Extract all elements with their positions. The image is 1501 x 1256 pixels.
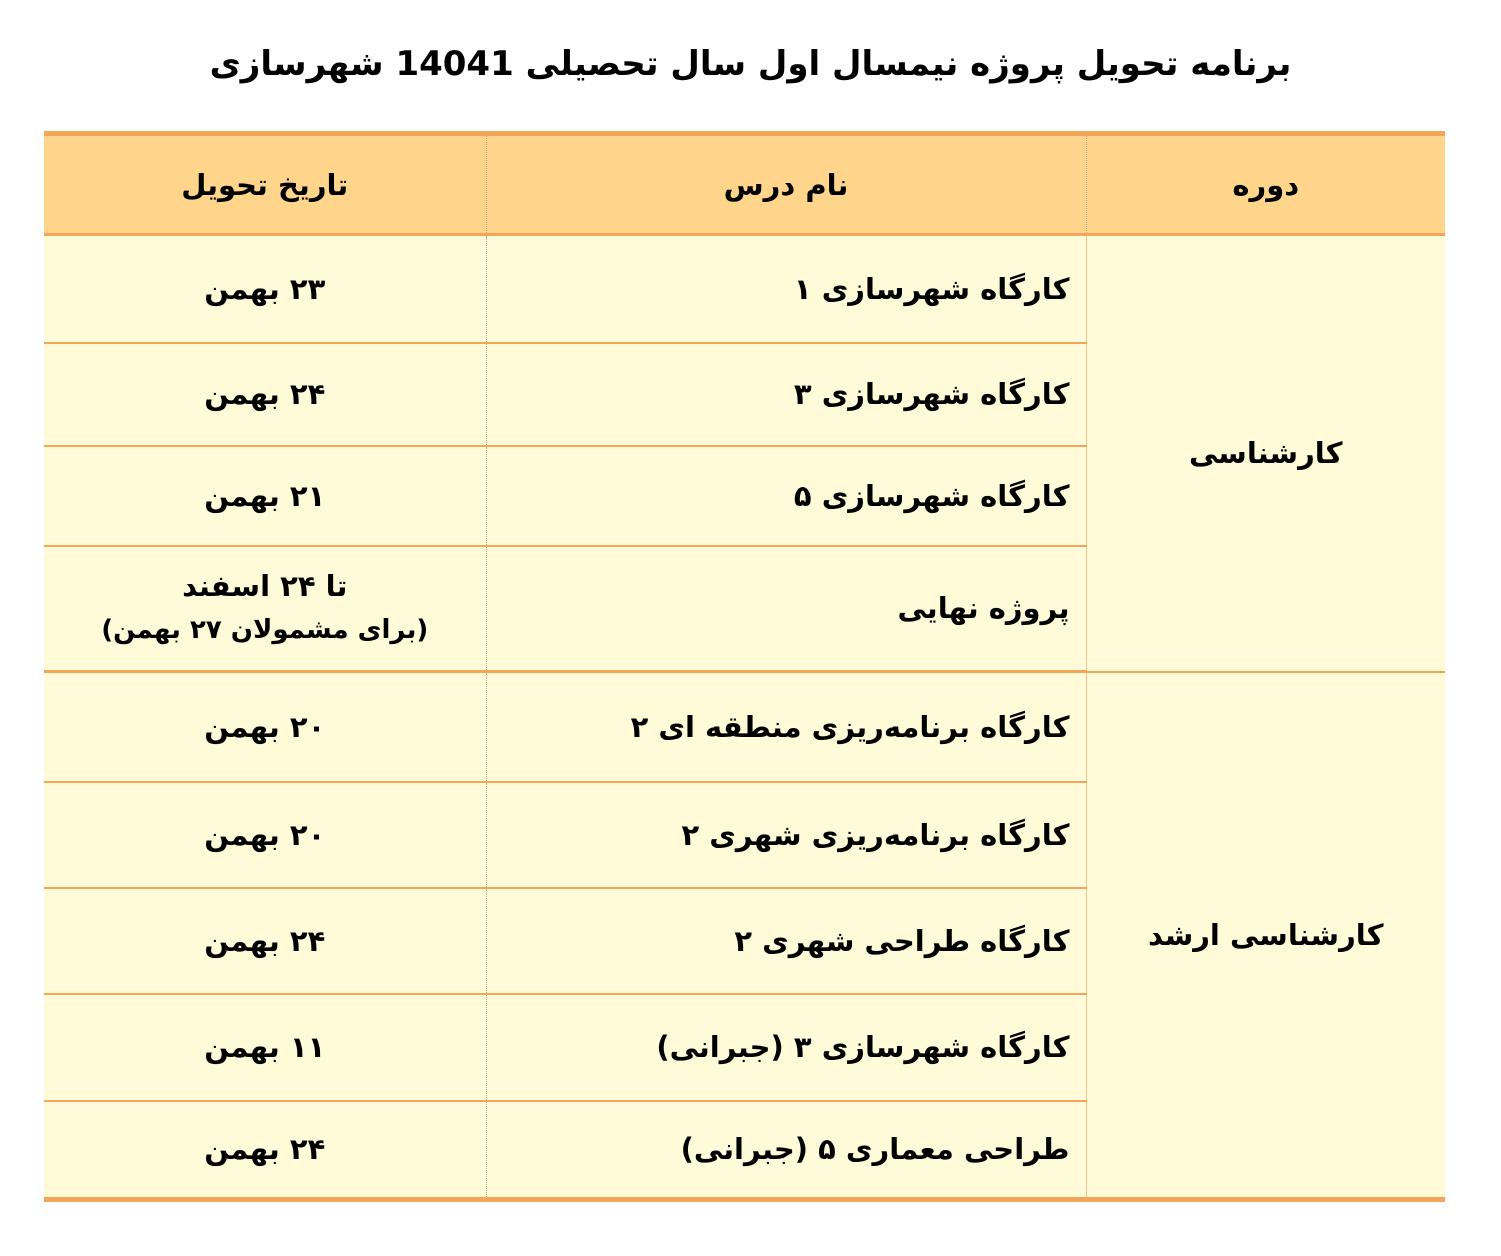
date-cell: ۲۴ بهمن [44,343,486,446]
date-cell: ۲۴ بهمن [44,1101,486,1200]
table-header-row [44,134,1445,235]
period-cell: کارشناسی [1086,235,1445,672]
date-cell: ۲۰ بهمن [44,782,486,888]
period-cell: کارشناسی ارشد [1086,672,1445,1200]
table-row [44,235,1445,343]
date-note: (برای مشمولان ۲۷ بهمن) [101,615,429,646]
course-cell: کارگاه شهرسازی ۱ [486,235,1086,343]
table-row [44,672,1445,782]
header-course: نام درس [486,134,1086,235]
course-cell: پروژه نهایی [486,546,1086,672]
date-cell: ۱۱ بهمن [44,994,486,1101]
course-cell: کارگاه برنامه‌ریزی شهری ۲ [486,782,1086,888]
date-cell [44,546,486,672]
date-cell: ۲۴ بهمن [44,888,486,994]
date-main: تا ۲۴ اسفند [182,569,348,604]
header-period: دوره [1086,134,1445,235]
delivery-schedule-table [44,131,1445,1202]
course-cell: کارگاه شهرسازی ۳ (جبرانی) [486,994,1086,1101]
course-cell: کارگاه شهرسازی ۵ [486,446,1086,546]
course-cell: کارگاه طراحی شهری ۲ [486,888,1086,994]
date-cell: ۲۳ بهمن [44,235,486,343]
page-title: برنامه تحویل پروژه نیمسال اول سال تحصیلی 14041 شهرسازی [209,44,1292,84]
date-cell: ۲۰ بهمن [44,672,486,782]
course-cell: کارگاه شهرسازی ۳ [486,343,1086,446]
date-cell: ۲۱ بهمن [44,446,486,546]
header-date: تاریخ تحویل [44,134,486,235]
course-cell: طراحی معماری ۵ (جبرانی) [486,1101,1086,1200]
course-cell: کارگاه برنامه‌ریزی منطقه ای ۲ [486,672,1086,782]
